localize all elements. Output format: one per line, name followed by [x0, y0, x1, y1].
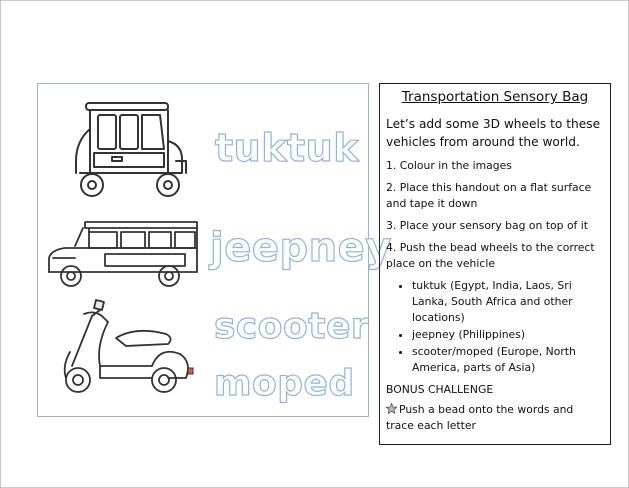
instructions-panel [379, 83, 611, 445]
bonus-text: Push a bead onto the words and trace each letter [386, 403, 574, 432]
list-item: • tuktuk (Egypt, India, Laos, Sri Lanka, South Africa and other locations) [412, 278, 604, 326]
instructions-title: Transportation Sensory Bag [401, 89, 589, 105]
step-4: 4. Push the bead wheels to the correct place on the vehicle [386, 241, 595, 270]
star-icon [386, 403, 397, 414]
step-2: 2. Place this handout on a flat surface and tape it down [386, 181, 592, 210]
word-scooter: scooter [214, 306, 370, 347]
scooter-icon [56, 296, 196, 396]
bonus-item [386, 402, 604, 434]
step-3: 3. Place your sensory bag on top of it [386, 219, 589, 232]
bonus-heading: BONUS CHALLENGE [386, 383, 494, 396]
word-jeepney: jeepney [210, 225, 392, 271]
instructions-intro: Let’s add some 3D wheels to these vehicles from around the world. [386, 117, 601, 149]
vehicle-origin-list [386, 278, 604, 376]
word-tuktuk: tuktuk [215, 126, 359, 170]
list-item: • jeepney (Philippines) [412, 327, 604, 343]
word-moped: moped [214, 363, 355, 404]
step-1: 1. Colour in the images [386, 159, 512, 172]
tuktuk-icon [72, 101, 190, 199]
jeepney-icon [45, 218, 203, 290]
vehicle-panel [37, 83, 392, 417]
list-item: • scooter/moped (Europe, North America, parts of Asia) [412, 344, 604, 376]
